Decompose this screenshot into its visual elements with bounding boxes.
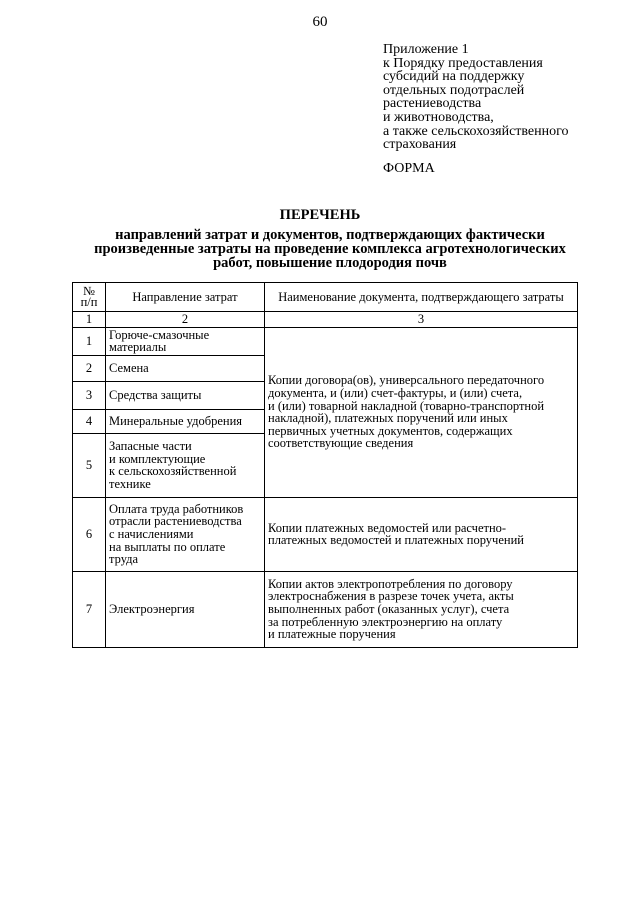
appendix-header [383, 43, 633, 152]
appendix-line: страхования [383, 137, 457, 153]
appendix-line: растениеводства [383, 96, 482, 112]
appendix-line: субсидий на поддержку [383, 69, 525, 85]
subtitle-line: произведенные затраты на проведение комплекса агротехнологических [94, 241, 566, 257]
document-subtitle [70, 228, 590, 270]
appendix-line: отдельных подотраслей [383, 82, 525, 98]
row-document-group: Копии договора(ов), универсального передаточного документа, и (или) счет-фактуры, и (или) счета, и (или) товарной накладной (товарно-транспортной накладной), платежных поручений или иных первичных учетных документов, содержащих соответствующие сведения [265, 327, 578, 497]
row-direction: Средства защиты [106, 381, 265, 409]
row-document: Копии платежных ведомостей или расчетно- платежных ведомостей и платежных поручений [265, 497, 578, 571]
costs-table [72, 282, 578, 648]
header-number: № п/п [73, 283, 106, 312]
row-number: 7 [73, 571, 106, 647]
row-direction: Оплата труда работников отрасли растениеводства с начислениями на выплаты по оплате труда [106, 497, 265, 571]
appendix-line: а также сельскохозяйственного [383, 123, 569, 139]
column-number: 3 [265, 312, 578, 328]
column-number: 2 [106, 312, 265, 328]
page-number: 60 [312, 14, 328, 30]
header-document: Наименование документа, подтверждающего затраты [265, 283, 578, 312]
row-direction: Семена [106, 355, 265, 381]
table-row [73, 497, 578, 571]
appendix-line: и животноводства, [383, 109, 494, 125]
row-number: 4 [73, 409, 106, 433]
document-title: ПЕРЕЧЕНЬ [279, 207, 361, 223]
subtitle-line: направлений затрат и документов, подтверждающих фактически [115, 227, 545, 243]
column-numbers-row [73, 312, 578, 328]
form-label: ФОРМА [383, 161, 435, 176]
row-direction: Электроэнергия [106, 571, 265, 647]
row-number: 6 [73, 497, 106, 571]
table-row [73, 571, 578, 647]
appendix-line: Приложение 1 [383, 42, 469, 57]
appendix-line: к Порядку предоставления [383, 55, 543, 71]
column-number: 1 [73, 312, 106, 328]
row-number: 2 [73, 355, 106, 381]
table-row [73, 327, 578, 355]
row-direction: Горюче-смазочные материалы [106, 327, 265, 355]
subtitle-line: работ, повышение плодородия почв [213, 255, 447, 271]
row-number: 1 [73, 327, 106, 355]
table-header-row [73, 283, 578, 312]
row-number: 5 [73, 433, 106, 497]
row-document: Копии актов электропотребления по договору электроснабжения в разрезе точек учета, акты выполненных работ (оказанных услуг), счета за потребленную электроэнергию на оплату и платежные поручения [265, 571, 578, 647]
row-direction: Запасные части и комплектующие к сельскохозяйственной технике [106, 433, 265, 497]
row-direction: Минеральные удобрения [106, 409, 265, 433]
row-number: 3 [73, 381, 106, 409]
header-direction: Направление затрат [106, 283, 265, 312]
